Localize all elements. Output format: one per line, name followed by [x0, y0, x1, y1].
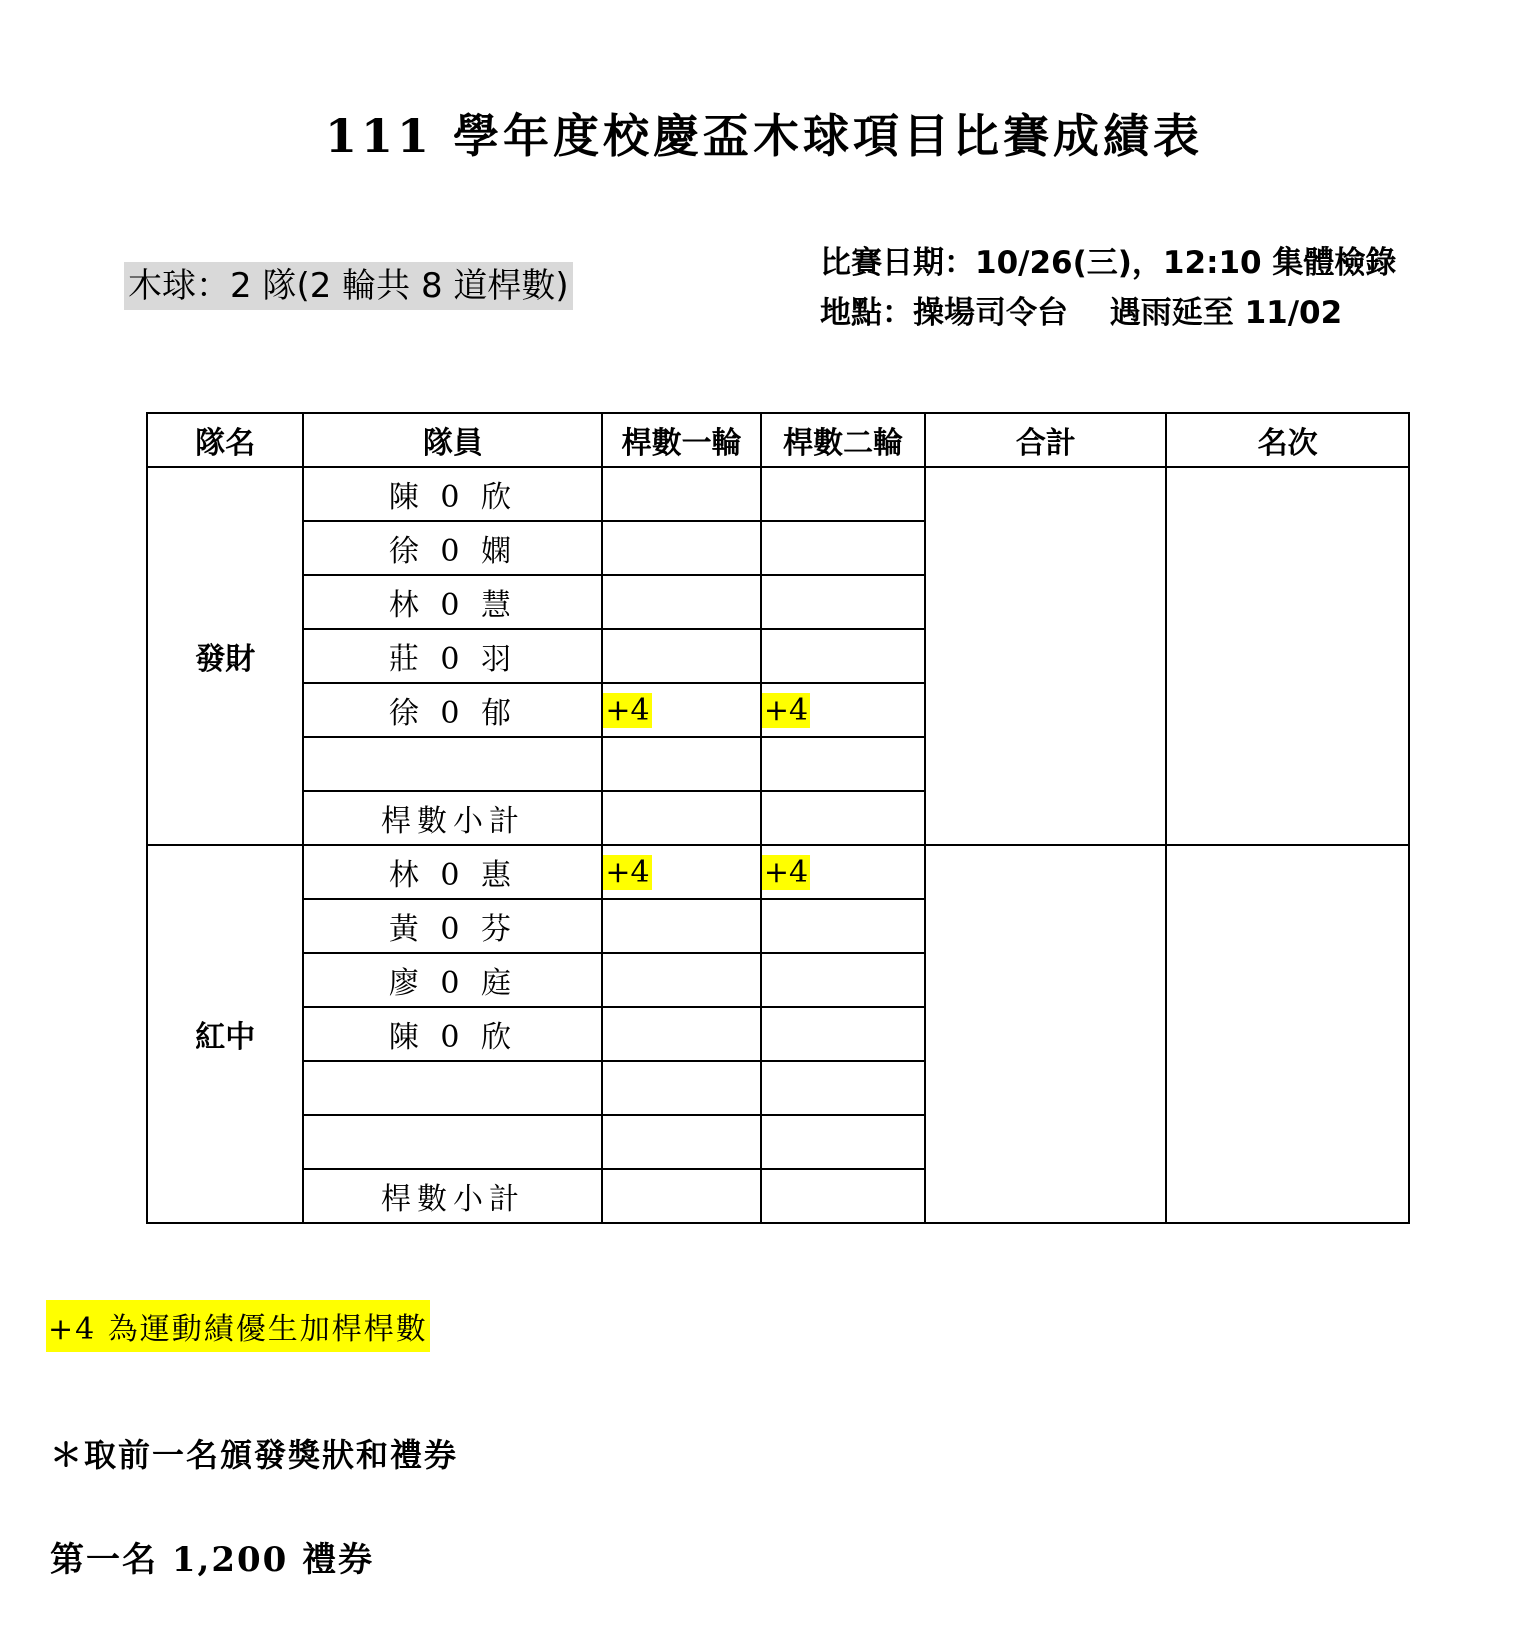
round2-score	[761, 845, 926, 899]
bonus-note: +4 為運動績優生加桿桿數	[46, 1300, 430, 1352]
member-name: 桿數小計	[303, 1169, 602, 1223]
round1-score	[602, 683, 761, 737]
round1-score	[602, 1061, 761, 1115]
round2-score	[761, 521, 926, 575]
round2-score	[761, 1061, 926, 1115]
member-name: 桿數小計	[303, 791, 602, 845]
table-row	[147, 467, 1409, 521]
round1-score	[602, 737, 761, 791]
first-prize: 第一名 1,200 禮券	[50, 1540, 375, 1580]
team-total	[925, 467, 1166, 845]
round2-score	[761, 1115, 926, 1169]
round1-score	[602, 1007, 761, 1061]
round1-score	[602, 791, 761, 845]
member-name: 廖 0 庭	[303, 953, 602, 1007]
team-rank	[1166, 467, 1409, 845]
member-name: 林 0 惠	[303, 845, 602, 899]
member-name: 陳 0 欣	[303, 1007, 602, 1061]
team-rank	[1166, 845, 1409, 1223]
member-name: 徐 0 郁	[303, 683, 602, 737]
event-date: 比賽日期：10/26(三)，12:10 集體檢錄	[820, 245, 1397, 281]
round2-score	[761, 737, 926, 791]
member-name: 陳 0 欣	[303, 467, 602, 521]
prize-note: ＊取前一名頒發獎狀和禮券	[50, 1436, 459, 1474]
team-name: 紅中	[147, 845, 303, 1223]
round1-score	[602, 845, 761, 899]
round1-score	[602, 575, 761, 629]
header-round1: 桿數一輪	[602, 413, 761, 467]
score-value: +4	[605, 692, 650, 728]
header-member: 隊員	[303, 413, 602, 467]
event-subtitle: 木球：2 隊(2 輪共 8 道桿數)	[124, 262, 573, 310]
team-name: 發財	[147, 467, 303, 845]
member-name	[303, 1115, 602, 1169]
member-name: 林 0 慧	[303, 575, 602, 629]
member-name: 莊 0 羽	[303, 629, 602, 683]
member-name: 徐 0 嫻	[303, 521, 602, 575]
round2-score	[761, 899, 926, 953]
round1-score	[602, 521, 761, 575]
page-title: 111 學年度校慶盃木球項目比賽成績表	[324, 109, 1204, 163]
member-name: 黃 0 芬	[303, 899, 602, 953]
score-value: +4	[763, 854, 809, 890]
member-name	[303, 737, 602, 791]
round1-score	[602, 899, 761, 953]
score-table	[146, 412, 1410, 1224]
round2-score	[761, 1169, 926, 1223]
round1-score	[602, 467, 761, 521]
table-row	[147, 845, 1409, 899]
header-row	[147, 413, 1409, 467]
round2-score	[761, 953, 926, 1007]
header-rank: 名次	[1166, 413, 1409, 467]
header-round2: 桿數二輪	[761, 413, 926, 467]
round2-score	[761, 467, 926, 521]
round2-score	[761, 629, 926, 683]
header-total: 合計	[925, 413, 1166, 467]
score-value: +4	[605, 854, 650, 890]
member-name	[303, 1061, 602, 1115]
event-info	[820, 238, 1396, 338]
round2-score	[761, 1007, 926, 1061]
round1-score	[602, 629, 761, 683]
round2-score	[761, 683, 926, 737]
event-location: 地點：操場司令台 遇雨延至 11/02	[820, 295, 1343, 331]
round2-score	[761, 791, 926, 845]
header-team: 隊名	[147, 413, 303, 467]
round1-score	[602, 1169, 761, 1223]
round1-score	[602, 1115, 761, 1169]
score-value: +4	[763, 692, 809, 728]
team-total	[925, 845, 1166, 1223]
round1-score	[602, 953, 761, 1007]
round2-score	[761, 575, 926, 629]
